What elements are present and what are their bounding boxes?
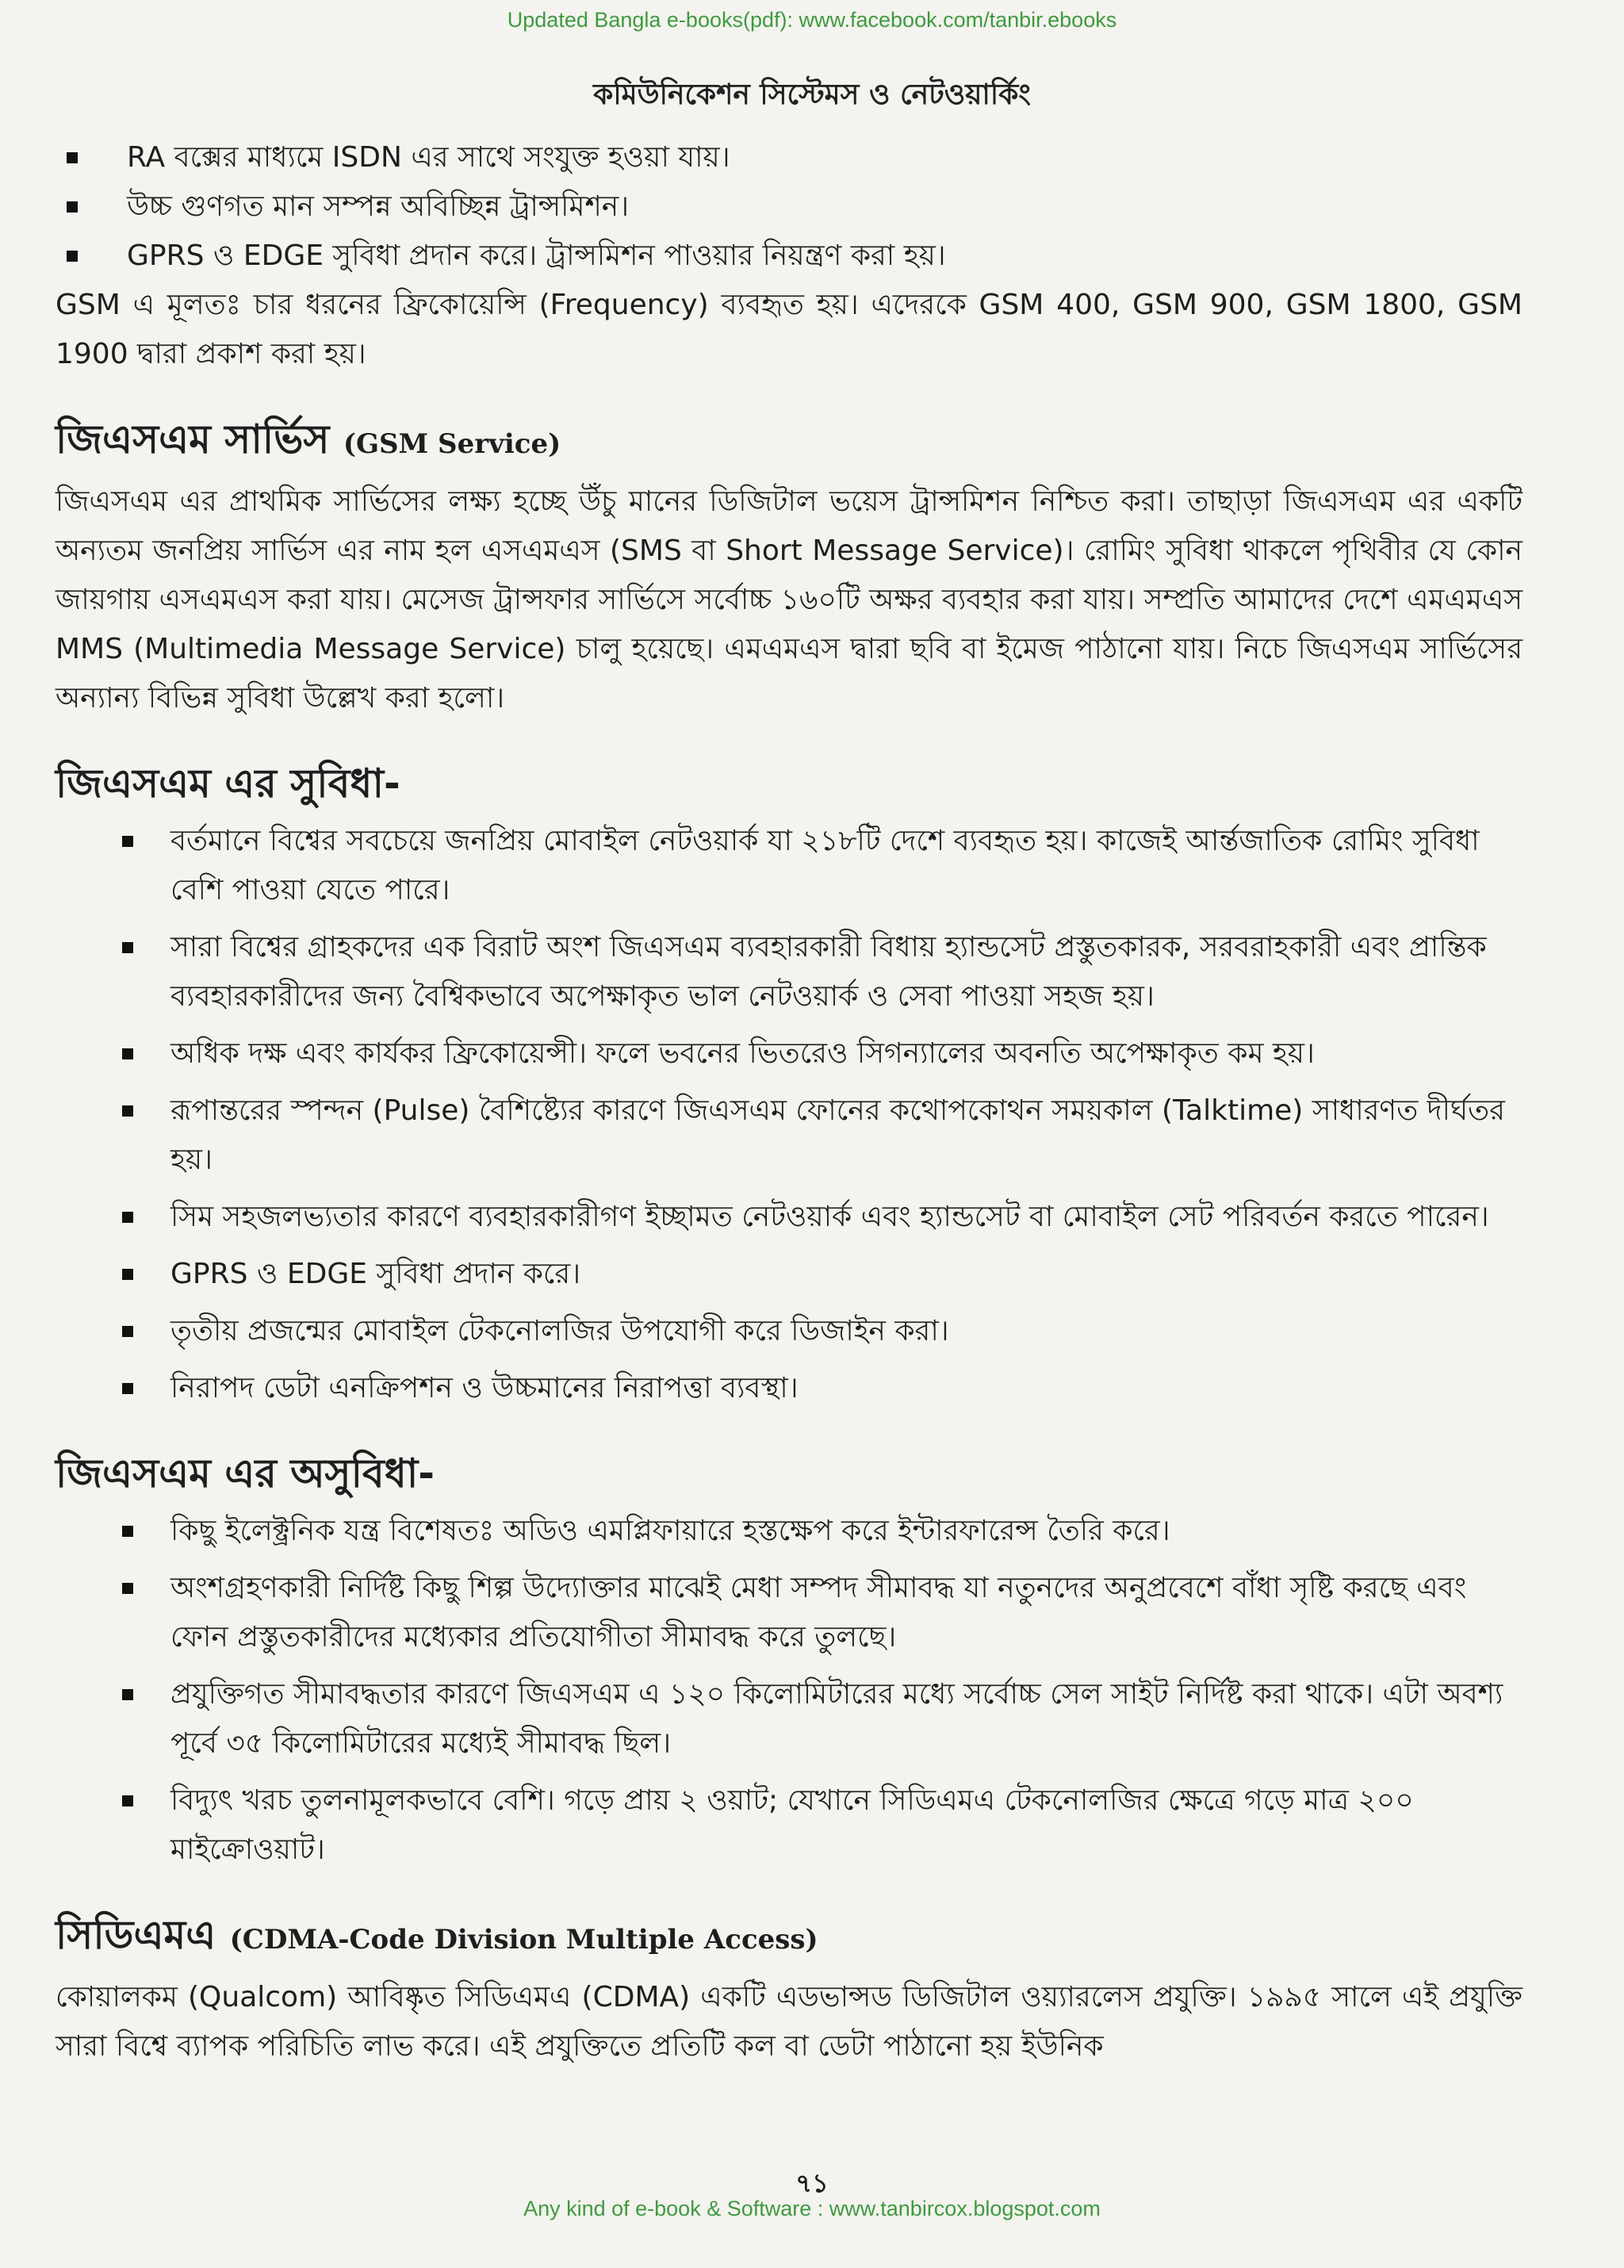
bottom-promo-link[interactable]: Any kind of e-book & Software : www.tanbircox.blogspot.com bbox=[523, 2197, 1101, 2220]
page-number: ৭১ bbox=[795, 2168, 829, 2198]
list-item-text: প্রযুক্তিগত সীমাবদ্ধতার কারণে জিএসএম এ ১২০ কিলোমিটারের মধ্যে সর্বোচ্চ সেল সাইট নির্দিষ্ট করা থাকে। এটা অবশ্য পূর্বে ৩৫ কিলোমিটারের মধ্যেই সীমাবদ্ধ ছিল। bbox=[170, 1678, 1503, 1760]
gsm-service-heading bbox=[56, 406, 1522, 477]
top-promo-link[interactable]: Updated Bangla e-books(pdf): www.facebook.com/tanbir.ebooks bbox=[507, 8, 1117, 32]
gsm-advantages-list bbox=[56, 817, 1522, 1413]
list-item bbox=[56, 1029, 1522, 1078]
list-item-text: উচ্চ গুণগত মান সম্পন্ন অবিচ্ছিন্ন ট্রান্সমিশন। bbox=[127, 190, 630, 223]
heading-bangla: সিডিএমএ bbox=[56, 1912, 216, 1958]
heading-bangla: জিএসএম সার্ভিস bbox=[56, 416, 330, 462]
list-item-text: GPRS ও EDGE সুবিধা প্রদান করে। bbox=[170, 1258, 581, 1290]
list-item-text: RA বক্সের মাধ্যমে ISDN এর সাথে সংযুক্ত হওয়া যায়। bbox=[127, 141, 730, 174]
list-item-text: অধিক দক্ষ এবং কার্যকর ফ্রিকোয়েন্সী। ফলে ভবনের ভিতরেও সিগন্যালের অবনতি অপেক্ষাকৃত কম হয়। bbox=[170, 1037, 1315, 1070]
square-bullet-icon bbox=[122, 1689, 133, 1700]
list-item-text: তৃতীয় প্রজন্মের মোবাইল টেকনোলজির উপযোগী করে ডিজাইন করা। bbox=[170, 1315, 949, 1347]
heading-english: (GSM Service) bbox=[343, 428, 561, 460]
list-item-text: নিরাপদ ডেটা এনক্রিপশন ও উচ্চমানের নিরাপত্তা ব্যবস্থা। bbox=[170, 1372, 799, 1404]
square-bullet-icon bbox=[122, 1326, 133, 1337]
gsm-disadvantages-heading: জিএসএম এর অসুবিধা- bbox=[56, 1450, 435, 1496]
list-item-text: বর্তমানে বিশ্বের সবচেয়ে জনপ্রিয় মোবাইল নেটওয়ার্ক যা ২১৮টি দেশে ব্যবহৃত হয়। কাজেই আর্ন্তজাতিক রোমিং সুবিধা বেশি পাওয়া যেতে পারে। bbox=[170, 825, 1480, 906]
intro-bullet-list bbox=[56, 133, 1522, 281]
gsm-frequency-paragraph: GSM এ মূলতঃ চার ধরনের ফ্রিকোয়েন্সি (Frequency) ব্যবহৃত হয়। এদেরকে GSM 400, GSM 900, GSM 1800, GSM 1900 দ্বারা প্রকাশ করা হয়। bbox=[56, 289, 1522, 370]
list-item bbox=[56, 1564, 1522, 1662]
list-item bbox=[56, 1193, 1522, 1242]
list-item bbox=[56, 1776, 1522, 1875]
list-item-text: সিম সহজলভ্যতার কারণে ব্যবহারকারীগণ ইচ্ছামত নেটওয়ার্ক এবং হ্যান্ডসেট বা মোবাইল সেট পরিবর্তন করতে পারেন। bbox=[170, 1201, 1489, 1233]
square-bullet-icon bbox=[122, 1526, 133, 1537]
list-item-text: GPRS ও EDGE সুবিধা প্রদান করে। ট্রান্সমিশন পাওয়ার নিয়ন্ত্রণ করা হয়। bbox=[127, 239, 946, 272]
gsm-disadvantages-list bbox=[56, 1507, 1522, 1875]
running-head: কমিউনিকেশন সিস্টেমস ও নেটওয়ার্কিং bbox=[593, 79, 1031, 111]
square-bullet-icon bbox=[122, 1583, 133, 1594]
list-item-text: বিদ্যুৎ খরচ তুলনামূলকভাবে বেশি। গড়ে প্রায় ২ ওয়াট; যেখানে সিডিএমএ টেকনোলজির ক্ষেত্রে গড়ে মাত্র ২০০ মাইক্রোওয়াট। bbox=[170, 1784, 1414, 1866]
square-bullet-icon bbox=[122, 1048, 133, 1059]
list-item-text: কিছু ইলেক্ট্রনিক যন্ত্র বিশেষতঃ অডিও এমপ্লিফায়ারে হস্তক্ষেপ করে ইন্টারফারেন্স তৈরি করে। bbox=[170, 1515, 1170, 1547]
square-bullet-icon bbox=[122, 942, 133, 953]
list-item bbox=[56, 1670, 1522, 1768]
list-item bbox=[56, 1507, 1522, 1556]
list-item bbox=[56, 817, 1522, 915]
square-bullet-icon bbox=[122, 1212, 133, 1223]
square-bullet-icon bbox=[67, 201, 78, 213]
list-item-text: অংশগ্রহণকারী নির্দিষ্ট কিছু শিল্প উদ্যোক্তার মাঝেই মেধা সম্পদ সীমাবদ্ধ যা নতুনদের অনুপ্রবেশে বাঁধা সৃষ্টি করছে এবং ফোন প্রস্তুতকারীদের মধ্যেকার প্রতিযোগীতা সীমাবদ্ধ করে তুলছে। bbox=[170, 1572, 1467, 1653]
square-bullet-icon bbox=[122, 1795, 133, 1806]
square-bullet-icon bbox=[122, 1269, 133, 1280]
list-item bbox=[56, 1086, 1522, 1185]
square-bullet-icon bbox=[122, 1383, 133, 1394]
list-item-text: সারা বিশ্বের গ্রাহকদের এক বিরাট অংশ জিএসএম ব্যবহারকারী বিধায় হ্যান্ডসেট প্রস্তুতকারক, সরবরাহকারী এবং প্রান্তিক ব্যবহারকারীদের জন্য বৈশ্বিকভাবে অপেক্ষাকৃত ভাল নেটওয়ার্ক ও সেবা পাওয়া সহজ হয়। bbox=[170, 931, 1487, 1013]
list-item bbox=[56, 1250, 1522, 1299]
heading-english: (CDMA-Code Division Multiple Access) bbox=[229, 1924, 818, 1956]
square-bullet-icon bbox=[122, 836, 133, 847]
list-item bbox=[56, 923, 1522, 1021]
gsm-advantages-heading: জিএসএম এর সুবিধা- bbox=[56, 760, 400, 806]
list-item-text: রূপান্তরের স্পন্দন (Pulse) বৈশিষ্ট্যের কারণে জিএসএম ফোনের কথোপকোথন সময়কাল (Talktime) সাধারণত দীর্ঘতর হয়। bbox=[170, 1094, 1505, 1176]
cdma-heading bbox=[56, 1902, 1522, 1973]
square-bullet-icon bbox=[122, 1105, 133, 1117]
square-bullet-icon bbox=[67, 152, 78, 163]
list-item bbox=[56, 133, 1522, 182]
list-item bbox=[56, 232, 1522, 281]
square-bullet-icon bbox=[67, 251, 78, 262]
gsm-service-paragraph: জিএসএম এর প্রাথমিক সার্ভিসের লক্ষ্য হচ্ছে উঁচু মানের ডিজিটাল ভয়েস ট্রান্সমিশন নিশ্চিত করা। তাছাড়া জিএসএম এর একটি অন্যতম জনপ্রিয় সার্ভিস এর নাম হল এসএমএস (SMS বা Short Message Service)। রোমিং সুবিধা থাকলে পৃথিবীর যে কোন জায়গায় এসএমএস করা যায়। মেসেজ ট্রান্সফার সার্ভিসে সর্বোচ্চ ১৬০টি অক্ষর ব্যবহার করা যায়। সম্প্রতি আমাদের দেশে এমএমএস MMS (Multimedia Message Service) চালু হয়েছে। এমএমএস দ্বারা ছবি বা ইমেজ পাঠানো যায়। নিচে জিএসএম সার্ভিসের অন্যান্য বিভিন্ন সুবিধা উল্লেখ করা হলো। bbox=[56, 485, 1522, 714]
cdma-paragraph: কোয়ালকম (Qualcom) আবিষ্কৃত সিডিএমএ (CDMA) একটি এডভান্সড ডিজিটাল ওয়্যারলেস প্রযুক্তি। ১৯৯৫ সালে এই প্রযুক্তি সারা বিশ্বে ব্যাপক পরিচিতি লাভ করে। এই প্রযুক্তিতে প্রতিটি কল বা ডেটা পাঠানো হয় ইউনিক bbox=[56, 1981, 1522, 2063]
page-content bbox=[56, 133, 1522, 2071]
list-item bbox=[56, 1364, 1522, 1413]
list-item bbox=[56, 1307, 1522, 1356]
list-item bbox=[56, 182, 1522, 232]
